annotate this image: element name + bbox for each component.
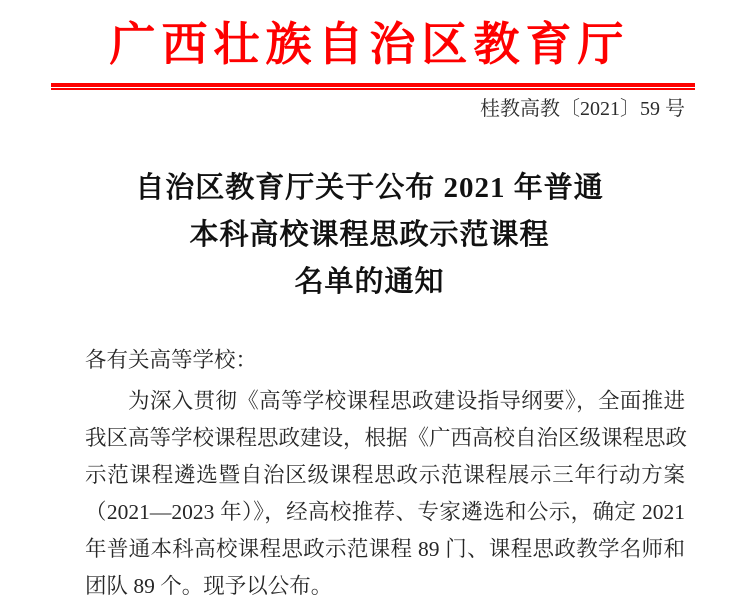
document-number: 桂教高教〔2021〕59 号: [480, 98, 685, 120]
red-divider-thick-line: [51, 83, 695, 87]
paragraph-line-3: 示范课程遴选暨自治区级课程思政示范课程展示三年行动方案: [85, 463, 685, 487]
paragraph-line-6: 团队 89 个。现予以公布。: [85, 574, 333, 598]
red-divider-thin-line: [51, 88, 695, 90]
paragraph-line-2: 我区高等学校课程思政建设，根据《广西高校自治区级课程思政: [85, 426, 688, 450]
notice-title-line-2: 本科高校课程思政示范课程: [189, 219, 550, 251]
paragraph-line-4: （2021—2023 年）》，经高校推荐、专家遴选和公示，确定 2021: [85, 500, 685, 524]
paragraph-line-1: 为深入贯彻《高等学校课程思政建设指导纲要》，全面推进: [128, 389, 685, 413]
letterhead-title: 广西壮族自治区教育厅: [109, 19, 630, 70]
salutation: 各有关高等学校：: [85, 348, 258, 372]
document-body: [85, 342, 688, 602]
notice-title-line-3: 名单的通知: [294, 266, 445, 298]
paragraph-line-5: 年普通本科高校课程思政示范课程 89 门、课程思政教学名师和: [85, 537, 685, 561]
notice-title-line-1: 自治区教育厅关于公布 2021 年普通: [135, 172, 604, 204]
notice-title: [0, 165, 739, 306]
red-divider: [51, 83, 695, 90]
main-paragraph: [85, 383, 688, 602]
